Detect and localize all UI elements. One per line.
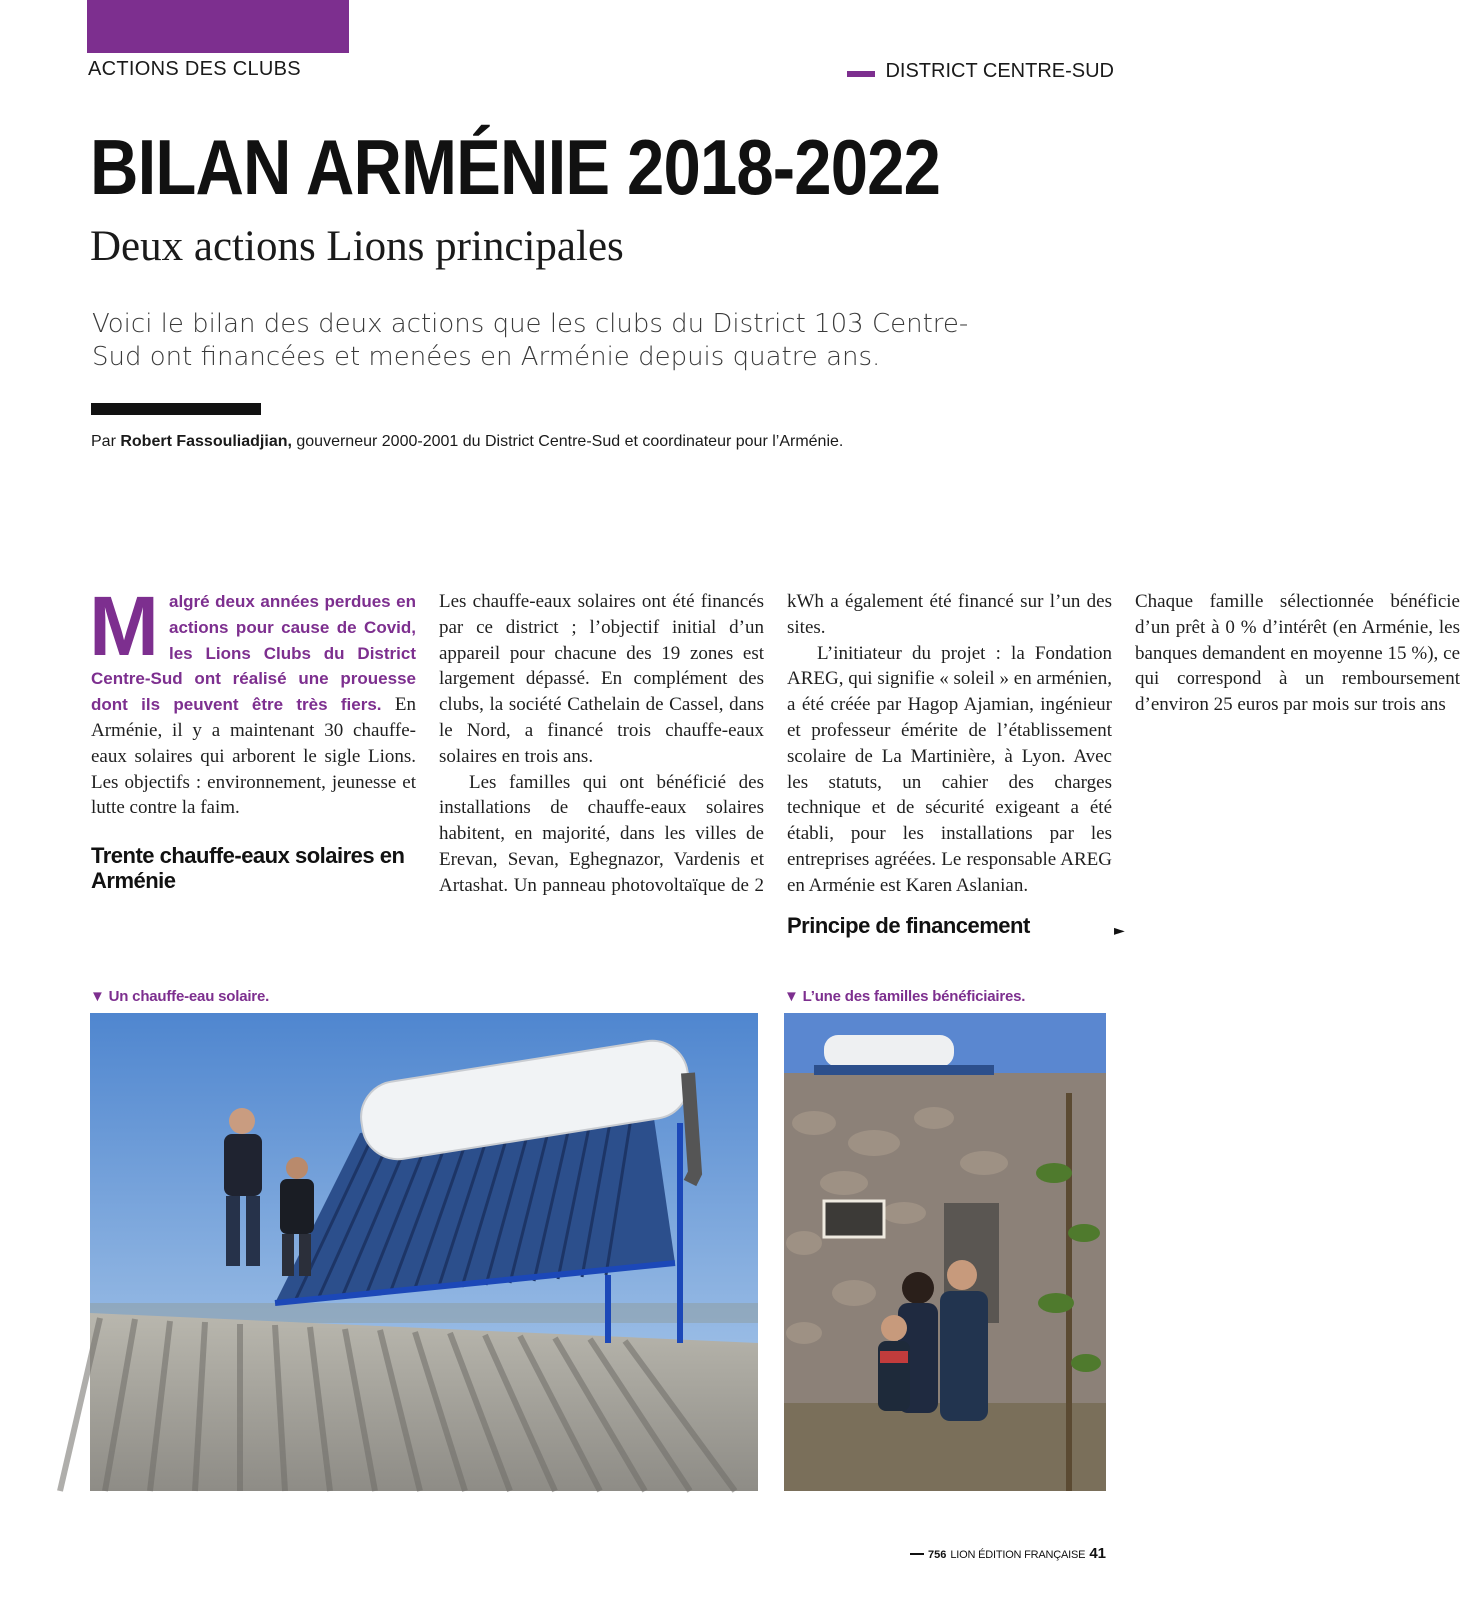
photo-solar-heater xyxy=(90,1013,758,1491)
paragraph-text: En Arménie, il y a maintenant 30 chauffe-eaux solaires qui arborent le sigle Lions. Les objectifs : environnement, jeunesse et lutte contre la faim. xyxy=(91,694,417,819)
paragraph-text: L’initiateur du projet : la Fondation AREG, qui signifie « soleil » en arménien, a été créée par Hagop Ajamian, ingénieur et professeur émérite de l’établissement scolaire de La Martinière, à Lyon. Avec les statuts, un cahier des charges technique et de sécurité exigeant a été établi, pour les installations par les entreprises agréées. Le responsable AREG en Arménie est Karen Aslanian. xyxy=(787,642,1112,896)
byline-prefix: Par xyxy=(91,433,121,450)
lead-text: algré deux années perdues en actions pour cause de Covid, les Lions Clubs du District Centre-Sud ont réalisé une prouesse dont ils peuvent être très fiers. xyxy=(91,592,416,715)
photo-family xyxy=(784,1013,1106,1491)
page-footer xyxy=(910,1545,1106,1562)
paragraph-text: Chaque famille sélectionnée bénéficie d’un prêt à 0 % d’intérêt (en Arménie, les banques demandent en moyenne 15 %), ce qui correspond à un remboursement d’environ 25 euros par mois sur trois ans xyxy=(1135,591,1460,716)
divider-bar xyxy=(91,403,261,415)
byline xyxy=(91,433,843,451)
continue-arrow-icon: ► xyxy=(1114,923,1125,939)
paragraph-text: Les chauffe-eaux solaires ont été financés par ce district ; l’objectif initial d’un appareil pour chacune des 19 zones est largement dépassé. En complément des clubs, la société Cathelain de Cassel, dans le Nord, a financé trois chauffe-eaux solaires en trois ans. xyxy=(439,591,764,767)
section-label: ACTIONS DES CLUBS xyxy=(88,58,301,80)
article-title: BILAN ARMÉNIE 2018-2022 xyxy=(90,123,941,211)
paragraph-lead xyxy=(89,579,417,821)
district-tag xyxy=(847,60,1114,83)
paragraph-text: Les familles qui ont bénéficié des installations de chauffe-eaux solaires habitent, en majorité, dans les villes de Erevan, Sevan, Eghegnazor, Vardenis et Artashat. Un panneau photovoltaïque de 2 kWh a également été financé sur l’un des sites. xyxy=(439,591,1112,896)
page-number: 41 xyxy=(1089,1545,1106,1562)
article-body xyxy=(89,579,1460,949)
section-color-tab xyxy=(87,0,349,53)
subhead-financement: Principe de financement xyxy=(787,912,1030,938)
byline-author: Robert Fassouliadjian, xyxy=(120,433,292,450)
footer-issue-number: 756 xyxy=(928,1549,947,1561)
footer-publication: LION ÉDITION FRANÇAISE xyxy=(950,1549,1086,1561)
family-illustration xyxy=(784,1013,1106,1491)
solar-heater-illustration xyxy=(90,1013,758,1491)
footer-dash xyxy=(910,1553,924,1555)
district-dash-marker xyxy=(847,71,875,77)
article-subtitle: Deux actions Lions principales xyxy=(90,223,624,270)
photo-caption-family: ▼ L’une des familles bénéficiaires. xyxy=(784,988,1026,1005)
drop-cap: M xyxy=(89,579,159,673)
byline-role: gouverneur 2000-2001 du District Centre-Sud et coordinateur pour l’Arménie. xyxy=(291,433,844,450)
article-intro: Voici le bilan des deux actions que les clubs du District 103 Centre-Sud ont financées et menées en Arménie depuis quatre ans. xyxy=(92,309,969,372)
district-label: DISTRICT CENTRE-SUD xyxy=(885,60,1114,82)
subhead-chauffe-eaux: Trente chauffe-eaux solaires en Arménie xyxy=(91,843,405,894)
photo-caption-solar-heater: ▼ Un chauffe-eau solaire. xyxy=(90,988,270,1005)
